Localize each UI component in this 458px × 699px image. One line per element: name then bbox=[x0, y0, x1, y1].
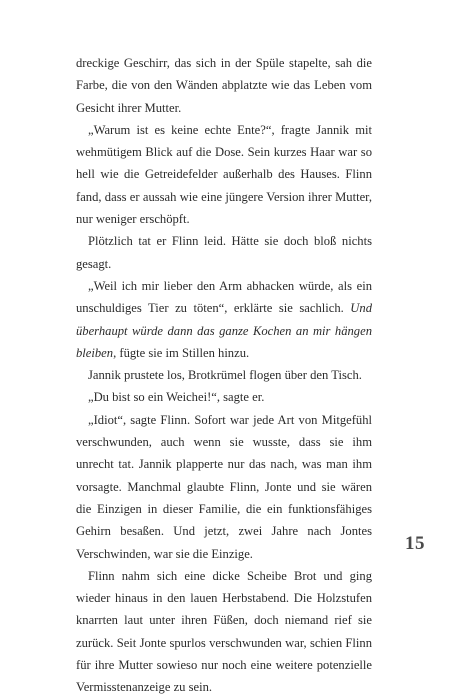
text-run: dreckige Geschirr, das sich in der Spüle stapelte, sah die Farbe, die von den Wänden abplatzte wie das Leben vom Gesicht ihrer Mutter. bbox=[76, 56, 372, 115]
paragraph bbox=[76, 275, 372, 364]
text-run: „Idiot“, sagte Flinn. Sofort war jede Art von Mitgefühl verschwunden, auch wenn sie wusste, dass sie ihm unrecht tat. Jannik plapperte nur das nach, was man ihm vorsagte. Manchmal glaubte Flinn, Jonte und sie wären die Einzigen in dieser Familie, die ein funktionsfähiges Gehirn besaßen. Und jetzt, zwei Jahre nach Jontes Verschwinden, war sie die Einzige. bbox=[76, 412, 372, 561]
paragraph bbox=[76, 119, 372, 230]
text-run: Flinn nahm sich eine dicke Scheibe Brot und ging wieder hinaus in den lauen Herbstabend. Die Holzstufen knarrten laut unter ihren Füßen, doch niemand rief sie zurück. Seit Jonte spurlos verschwunden war, schien Flinn für ihre Mutter sowieso nur noch eine weitere potenzielle Vermisstenanzeige zu sein. bbox=[76, 568, 372, 695]
paragraph bbox=[76, 409, 372, 565]
italic-text-run: Und überhaupt würde dann das ganze Kochen an mir hängen bleiben bbox=[76, 301, 372, 360]
body-text bbox=[76, 52, 372, 699]
text-run: „Du bist so ein Weichei!“, sagte er. bbox=[88, 390, 265, 405]
text-run: Plötzlich tat er Flinn leid. Hätte sie doch bloß nichts gesagt. bbox=[76, 234, 372, 271]
paragraph bbox=[76, 364, 372, 386]
paragraph bbox=[76, 230, 372, 275]
paragraph bbox=[76, 52, 372, 119]
text-run: „Warum ist es keine echte Ente?“, fragte Jannik mit wehmütigem Blick auf die Dose. Sein kurzes Haar war so hell wie die Getreidefelder außerhalb des Hauses. Flinn fand, dass er aussah wie eine jüngere Version ihrer Mutter, nur weniger erschöpft. bbox=[76, 122, 372, 227]
paragraph bbox=[76, 565, 372, 699]
page-number: 15 bbox=[405, 533, 425, 554]
text-run: Jannik prustete los, Brotkrümel flogen über den Tisch. bbox=[88, 368, 362, 383]
text-run: , fügte sie im Stillen hinzu. bbox=[113, 345, 250, 360]
paragraph bbox=[76, 386, 372, 408]
text-run: „Weil ich mir lieber den Arm abhacken würde, als ein unschuldiges Tier zu töten“, erklärte sie sachlich. bbox=[76, 278, 372, 316]
